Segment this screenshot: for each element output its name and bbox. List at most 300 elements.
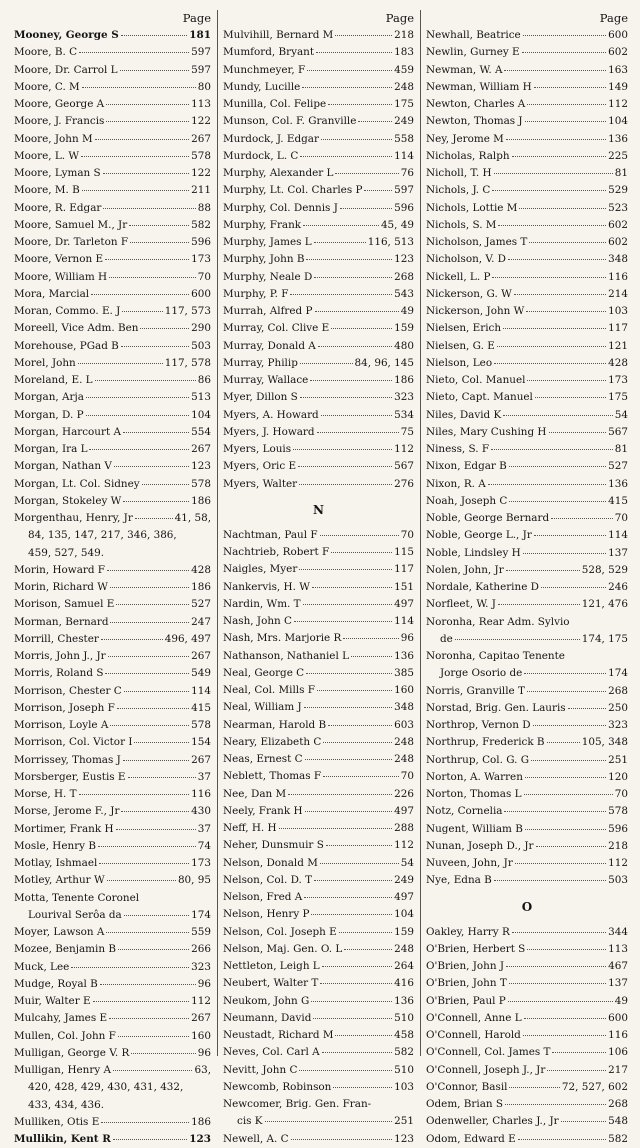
entry-name: Murray, Philip: [223, 356, 298, 369]
entry-name: Moore, M. B: [14, 184, 80, 197]
entry-name: Nielson, Leo: [426, 356, 493, 369]
dot-leader: [105, 673, 189, 674]
index-entry: [14, 1062, 211, 1079]
entry-name: Nelson, Maj. Gen. O. L: [223, 942, 343, 955]
entry-name: Moore, J. Francis: [14, 115, 105, 128]
dot-leader: [123, 501, 189, 502]
entry-name: Mulliken, Otis E: [14, 1115, 100, 1128]
entry-name: Mosle, Henry B: [14, 839, 96, 852]
dot-leader: [300, 397, 392, 398]
entry-name: Nicholson, James T: [426, 236, 528, 248]
entry-name: Notz, Cornelia: [426, 805, 503, 818]
entry-name: Neely, Frank H: [223, 804, 303, 817]
entry-pages: 582: [608, 1132, 628, 1145]
index-entry: [223, 27, 414, 44]
entry-name: Moore, Dr. Tarleton F: [14, 236, 129, 248]
index-entry: [426, 407, 628, 424]
entry-pages: 114: [394, 149, 414, 162]
entry-pages: 84, 96, 145: [354, 356, 414, 369]
entry-name: Nicholl, T. H: [426, 167, 492, 179]
index-entry: [223, 251, 414, 268]
entry-pages: 597: [394, 184, 414, 197]
index-entry: [223, 1096, 414, 1113]
entry-name: Motta, Tenente Coronel: [14, 891, 140, 904]
entry-name: Mooney, George S: [14, 29, 119, 41]
index-entry: [14, 648, 211, 665]
entry-name: Neal, George C: [223, 666, 305, 679]
entry-pages: 527: [191, 598, 211, 611]
entry-pages: 249: [394, 873, 414, 886]
entry-pages: 70: [400, 770, 414, 783]
index-entry: [223, 648, 414, 665]
dot-leader: [503, 328, 606, 329]
entry-name: Noble, Lindsley H: [426, 546, 521, 559]
entry-pages: 117: [394, 563, 414, 576]
index-entry: [426, 752, 628, 769]
entry-name: Myer, Dillon S: [223, 391, 298, 404]
entry-pages: 160: [394, 684, 414, 696]
dot-leader: [536, 846, 607, 847]
entry-name: Moore, George A: [14, 98, 105, 110]
entry-name: O'Brien, John J: [426, 960, 505, 972]
entry-pages: 459: [394, 63, 414, 76]
entry-name: Murphy, Lt. Col. Charles P: [223, 184, 363, 197]
entry-name: Nearman, Harold B: [223, 718, 327, 731]
entry-pages: 268: [394, 270, 414, 283]
index-entry: [14, 838, 211, 855]
index-entry: [223, 148, 414, 165]
index-entry: [426, 700, 628, 717]
index-entry: [223, 1044, 414, 1061]
entry-name: Nickell, L. P: [426, 270, 491, 283]
dot-leader: [113, 1070, 192, 1071]
index-entry: [14, 269, 211, 286]
dot-leader: [134, 742, 189, 743]
entry-name: Nicholson, V. D: [426, 253, 507, 266]
entry-pages: 510: [394, 1011, 414, 1024]
entry-name: Newlin, Gurney E: [426, 46, 520, 59]
entry-pages: 96: [197, 1046, 211, 1059]
index-entry: [223, 924, 414, 941]
index-entry: [14, 1010, 211, 1027]
entry-name: O'Brien, John T: [426, 977, 507, 990]
entry-name: Myers, Oric E: [223, 460, 297, 473]
dot-leader: [314, 880, 392, 881]
entry-name: Nicholas, Ralph: [426, 149, 510, 162]
entry-name: Motley, Arthur W: [14, 874, 105, 887]
dot-leader: [323, 742, 392, 743]
index-entry: [426, 941, 628, 958]
entry-pages: 117, 573: [164, 305, 211, 317]
index-entry: [14, 234, 211, 251]
entry-name: Morrison, Chester C: [14, 684, 122, 697]
dot-leader: [300, 156, 392, 157]
dot-leader: [331, 552, 392, 553]
continuation-text: Lourival Serôa da: [28, 908, 122, 921]
dot-leader: [299, 484, 392, 485]
index-entry: [223, 165, 414, 182]
dot-leader: [492, 277, 606, 278]
dot-leader: [321, 139, 392, 140]
entry-name: Neubert, Walter T: [223, 977, 319, 990]
index-entry: [223, 441, 414, 458]
entry-name: Murphy, Frank: [223, 218, 302, 231]
dot-leader: [109, 277, 196, 278]
entry-pages: 137: [608, 546, 628, 559]
entry-pages: 323: [394, 391, 414, 404]
index-entry: [426, 27, 628, 44]
dot-leader: [121, 346, 189, 347]
entry-name: O'Brien, Herbert S: [426, 942, 526, 955]
dot-leader: [509, 501, 606, 502]
index-entry: [14, 924, 211, 941]
entry-pages: 81: [614, 443, 628, 455]
dot-leader: [107, 570, 189, 571]
entry-pages: 117: [608, 322, 628, 335]
index-entry: [14, 251, 211, 268]
dot-leader: [129, 225, 189, 226]
entry-pages: 428: [608, 356, 628, 369]
dot-leader: [290, 294, 392, 295]
entry-pages: 600: [191, 287, 211, 300]
entry-pages: 104: [191, 408, 211, 421]
dot-leader: [533, 725, 607, 726]
entry-name: Neal, Col. Mills F: [223, 684, 315, 696]
dot-leader: [364, 190, 392, 191]
entry-pages: 70: [614, 512, 628, 524]
entry-name: Odem, Brian S: [426, 1098, 504, 1110]
index-entry: [14, 821, 211, 838]
dot-leader: [135, 518, 173, 519]
index-entry: [426, 1079, 628, 1096]
entry-name: Nieto, Col. Manuel: [426, 374, 526, 386]
dot-leader: [455, 639, 580, 640]
entry-name: Newman, W. A: [426, 63, 503, 76]
index-entry: [223, 458, 414, 475]
entry-name: Nye, Edna B: [426, 874, 492, 887]
entry-name: Nachtman, Paul F: [223, 528, 318, 541]
entry-pages: 159: [394, 322, 414, 335]
entry-pages: 136: [608, 477, 628, 490]
dot-leader: [299, 1070, 392, 1071]
dot-leader: [552, 1052, 606, 1053]
entry-pages: 112: [608, 857, 628, 869]
index-entry: [223, 1079, 414, 1096]
index-entry: [223, 200, 414, 217]
entry-pages: 528, 529: [581, 563, 628, 576]
entry-name: Murphy, Neale D: [223, 270, 313, 283]
entry-name: Mortimer, Frank H: [14, 822, 114, 835]
entry-name: Morsberger, Eustis E: [14, 770, 126, 783]
index-entry: [223, 1062, 414, 1079]
index-entry: [14, 1045, 211, 1062]
index-entry: [223, 958, 414, 975]
entry-pages: 543: [394, 287, 414, 300]
entry-pages: 112: [394, 839, 414, 852]
entry-name: Naigles, Myer: [223, 563, 298, 576]
index-entry: [223, 889, 414, 906]
entry-name: Myers, J. Howard: [223, 425, 315, 438]
dot-leader: [526, 311, 606, 312]
dot-leader: [318, 346, 392, 347]
entry-pages: 41, 58,: [174, 512, 211, 524]
entry-pages: 558: [394, 132, 414, 145]
dot-leader: [95, 380, 196, 381]
entry-name: Moore, William H: [14, 270, 108, 283]
dot-leader: [534, 535, 606, 536]
index-entry: [223, 993, 414, 1010]
entry-pages: 186: [191, 581, 211, 593]
index-entry: [426, 338, 628, 355]
index-entry: [223, 303, 414, 320]
index-entry: [14, 717, 211, 734]
page-column-header: Page: [385, 11, 414, 25]
dot-leader: [110, 587, 189, 588]
entry-pages: 136: [394, 649, 414, 662]
dot-leader: [524, 1018, 607, 1019]
index-entry: [14, 458, 211, 475]
index-entry: [426, 1010, 628, 1027]
index-entry: [14, 752, 211, 769]
index-entry: [223, 527, 414, 544]
entry-pages: 480: [394, 339, 414, 352]
entry-pages: 385: [394, 666, 414, 679]
entry-name: Northrup, Frederick B: [426, 736, 545, 749]
entry-pages: 80, 95: [177, 874, 211, 887]
entry-name: Nichols, J. C: [426, 184, 491, 197]
index-entry: [426, 355, 628, 372]
entry-pages: 503: [191, 339, 211, 352]
entry-name: Nielsen, G. E: [426, 339, 495, 352]
entry-name: Newman, William H: [426, 80, 532, 93]
entry-name: Morgan, Arja: [14, 391, 84, 404]
dot-leader: [78, 363, 163, 364]
index-entry: [14, 993, 211, 1010]
index-entry: [14, 44, 211, 61]
entry-pages: 513: [191, 391, 211, 404]
entry-name: Neal, William J: [223, 701, 302, 714]
index-entry: [426, 683, 628, 700]
entry-name: Neumann, David: [223, 1011, 312, 1024]
index-entry: [426, 838, 628, 855]
dot-leader: [131, 1053, 195, 1054]
entry-name: Neff, H. H: [223, 822, 277, 834]
entry-pages: 458: [394, 1029, 414, 1041]
entry-pages: 218: [394, 29, 414, 41]
entry-pages: 105, 348: [581, 736, 628, 749]
index-entry: [14, 683, 211, 700]
index-entry: [223, 338, 414, 355]
dot-leader: [320, 983, 392, 984]
dot-leader: [95, 139, 190, 140]
dot-leader: [322, 966, 392, 967]
index-entry: [14, 803, 211, 820]
dot-leader: [561, 1121, 607, 1122]
index-entry: [223, 476, 414, 493]
entry-pages: 267: [191, 753, 211, 766]
index-entry: [14, 182, 211, 199]
entry-name: Neher, Dunsmuir S: [223, 839, 324, 852]
index-entry: [426, 596, 628, 613]
index-entry: [14, 941, 211, 958]
dot-leader: [106, 104, 189, 105]
index-entry: [426, 769, 628, 786]
page-column-header: Page: [182, 11, 211, 25]
dot-leader: [498, 225, 606, 226]
entry-pages: 211: [191, 184, 211, 197]
entry-continuation: [14, 545, 211, 562]
entry-name: Moyer, Lawson A: [14, 926, 105, 938]
entry-name: Munchmeyer, F: [223, 63, 306, 76]
entry-pages: 113: [608, 942, 628, 955]
index-entry: [14, 1028, 211, 1045]
entry-name: Moreell, Vice Adm. Ben: [14, 322, 139, 335]
index-entry: [426, 545, 628, 562]
continuation-text: 459, 527, 549.: [28, 546, 105, 559]
index-entry: [14, 665, 211, 682]
entry-pages: 290: [191, 322, 211, 335]
dot-leader: [534, 87, 606, 88]
dot-leader: [123, 760, 189, 761]
dot-leader: [504, 811, 606, 812]
entry-name: Moore, B. C: [14, 46, 78, 59]
entry-name: Moore, Lyman S: [14, 167, 101, 179]
dot-leader: [525, 121, 607, 122]
index-entry: [426, 1044, 628, 1061]
entry-name: Morgan, Ira L: [14, 443, 88, 455]
entry-pages: 428: [191, 563, 211, 576]
entry-pages: 75: [400, 425, 414, 438]
index-entry: [426, 1062, 628, 1079]
entry-pages: 248: [394, 753, 414, 765]
index-entry: [426, 148, 628, 165]
entry-name: Newell, A. C: [223, 1132, 289, 1145]
dot-leader: [491, 449, 613, 450]
index-entry: [223, 44, 414, 61]
index-entry: [426, 389, 628, 406]
dot-leader: [121, 35, 188, 36]
dot-leader: [110, 622, 189, 623]
entry-pages: 151: [394, 580, 414, 593]
dot-leader: [89, 449, 189, 450]
entry-name: Neustadt, Richard M: [223, 1029, 334, 1041]
dot-leader: [541, 587, 606, 588]
dot-leader: [313, 1018, 392, 1019]
entry-pages: 104: [608, 115, 628, 128]
dot-leader: [300, 363, 353, 364]
entry-pages: 122: [191, 167, 211, 179]
index-entry: [14, 165, 211, 182]
entry-pages: 496, 497: [164, 632, 211, 645]
index-entry: [14, 407, 211, 424]
entry-name: O'Connell, Joseph J., Jr: [426, 1063, 546, 1076]
entry-name: Odom, Edward E: [426, 1132, 516, 1145]
entry-name: Noble, George Bernard: [426, 512, 550, 524]
index-entry: [14, 372, 211, 389]
entry-name: Mudge, Royal B: [14, 977, 98, 990]
dot-leader: [505, 1104, 606, 1105]
entry-name: Nevitt, John C: [223, 1063, 298, 1076]
entry-name: Mulcahy, James E: [14, 1012, 108, 1025]
index-entry: [223, 372, 414, 389]
entry-name: O'Brien, Paul P: [426, 994, 506, 1007]
entry-name: Morel, John: [14, 356, 76, 369]
dot-leader: [71, 967, 189, 968]
entry-pages: 112: [394, 443, 414, 455]
entry-name: Morrissey, Thomas J: [14, 753, 121, 766]
entry-name: Noble, George L., Jr: [426, 529, 532, 542]
dot-leader: [335, 1035, 392, 1036]
entry-pages: 596: [608, 822, 628, 835]
index-entry: [426, 510, 628, 527]
index-entry: [223, 872, 414, 889]
dot-leader: [315, 311, 399, 312]
entry-name: Muck, Lee: [14, 960, 70, 973]
dot-leader: [298, 466, 392, 467]
entry-pages: 173: [608, 374, 628, 386]
index-entry: [14, 959, 211, 976]
index-entry: [223, 1131, 414, 1148]
entry-pages: 415: [191, 701, 211, 714]
dot-leader: [339, 932, 392, 933]
index-entry: [426, 493, 628, 510]
index-entry: [426, 1113, 628, 1130]
entry-name: Mullen, Col. John F: [14, 1029, 116, 1042]
entry-pages: 163: [608, 63, 628, 76]
entry-pages: 96: [400, 632, 414, 645]
dot-leader: [508, 1001, 613, 1002]
entry-name: Nee, Dan M: [223, 787, 287, 800]
entry-name: Odenweller, Charles J., Jr: [426, 1115, 559, 1128]
dot-leader: [106, 932, 189, 933]
entry-pages: 467: [608, 960, 628, 972]
entry-pages: 159: [394, 925, 414, 938]
dot-leader: [101, 1122, 189, 1123]
index-entry: [14, 217, 211, 234]
dot-leader: [106, 121, 189, 122]
entry-pages: 510: [394, 1063, 414, 1076]
entry-pages: 348: [394, 701, 414, 714]
dot-leader: [304, 707, 392, 708]
index-entry: [223, 131, 414, 148]
index-entry: [14, 303, 211, 320]
entry-pages: 529: [608, 184, 628, 197]
index-entry: [14, 700, 211, 717]
entry-name: Oakley, Harry R: [426, 925, 510, 938]
dot-leader: [333, 1087, 392, 1088]
index-entry: [223, 855, 414, 872]
entry-name: Murray, Wallace: [223, 374, 309, 386]
entry-pages: 267: [191, 1012, 211, 1025]
dot-leader: [306, 259, 392, 260]
index-entry: [14, 855, 211, 872]
entry-name: Nixon, R. A: [426, 477, 486, 490]
index-entry: [223, 768, 414, 785]
index-entry: [426, 614, 628, 631]
entry-name: Moore, John M: [14, 132, 93, 145]
dot-leader: [116, 604, 189, 605]
entry-pages: 497: [394, 804, 414, 817]
dot-leader: [124, 915, 189, 916]
index-entry: [14, 872, 211, 889]
entry-pages: 45, 49: [380, 218, 414, 231]
entry-pages: 548: [608, 1115, 628, 1128]
index-entry: [223, 941, 414, 958]
entry-pages: 114: [191, 684, 211, 697]
entry-pages: 249: [394, 115, 414, 128]
index-entry: [223, 1027, 414, 1044]
index-entry: [223, 734, 414, 751]
